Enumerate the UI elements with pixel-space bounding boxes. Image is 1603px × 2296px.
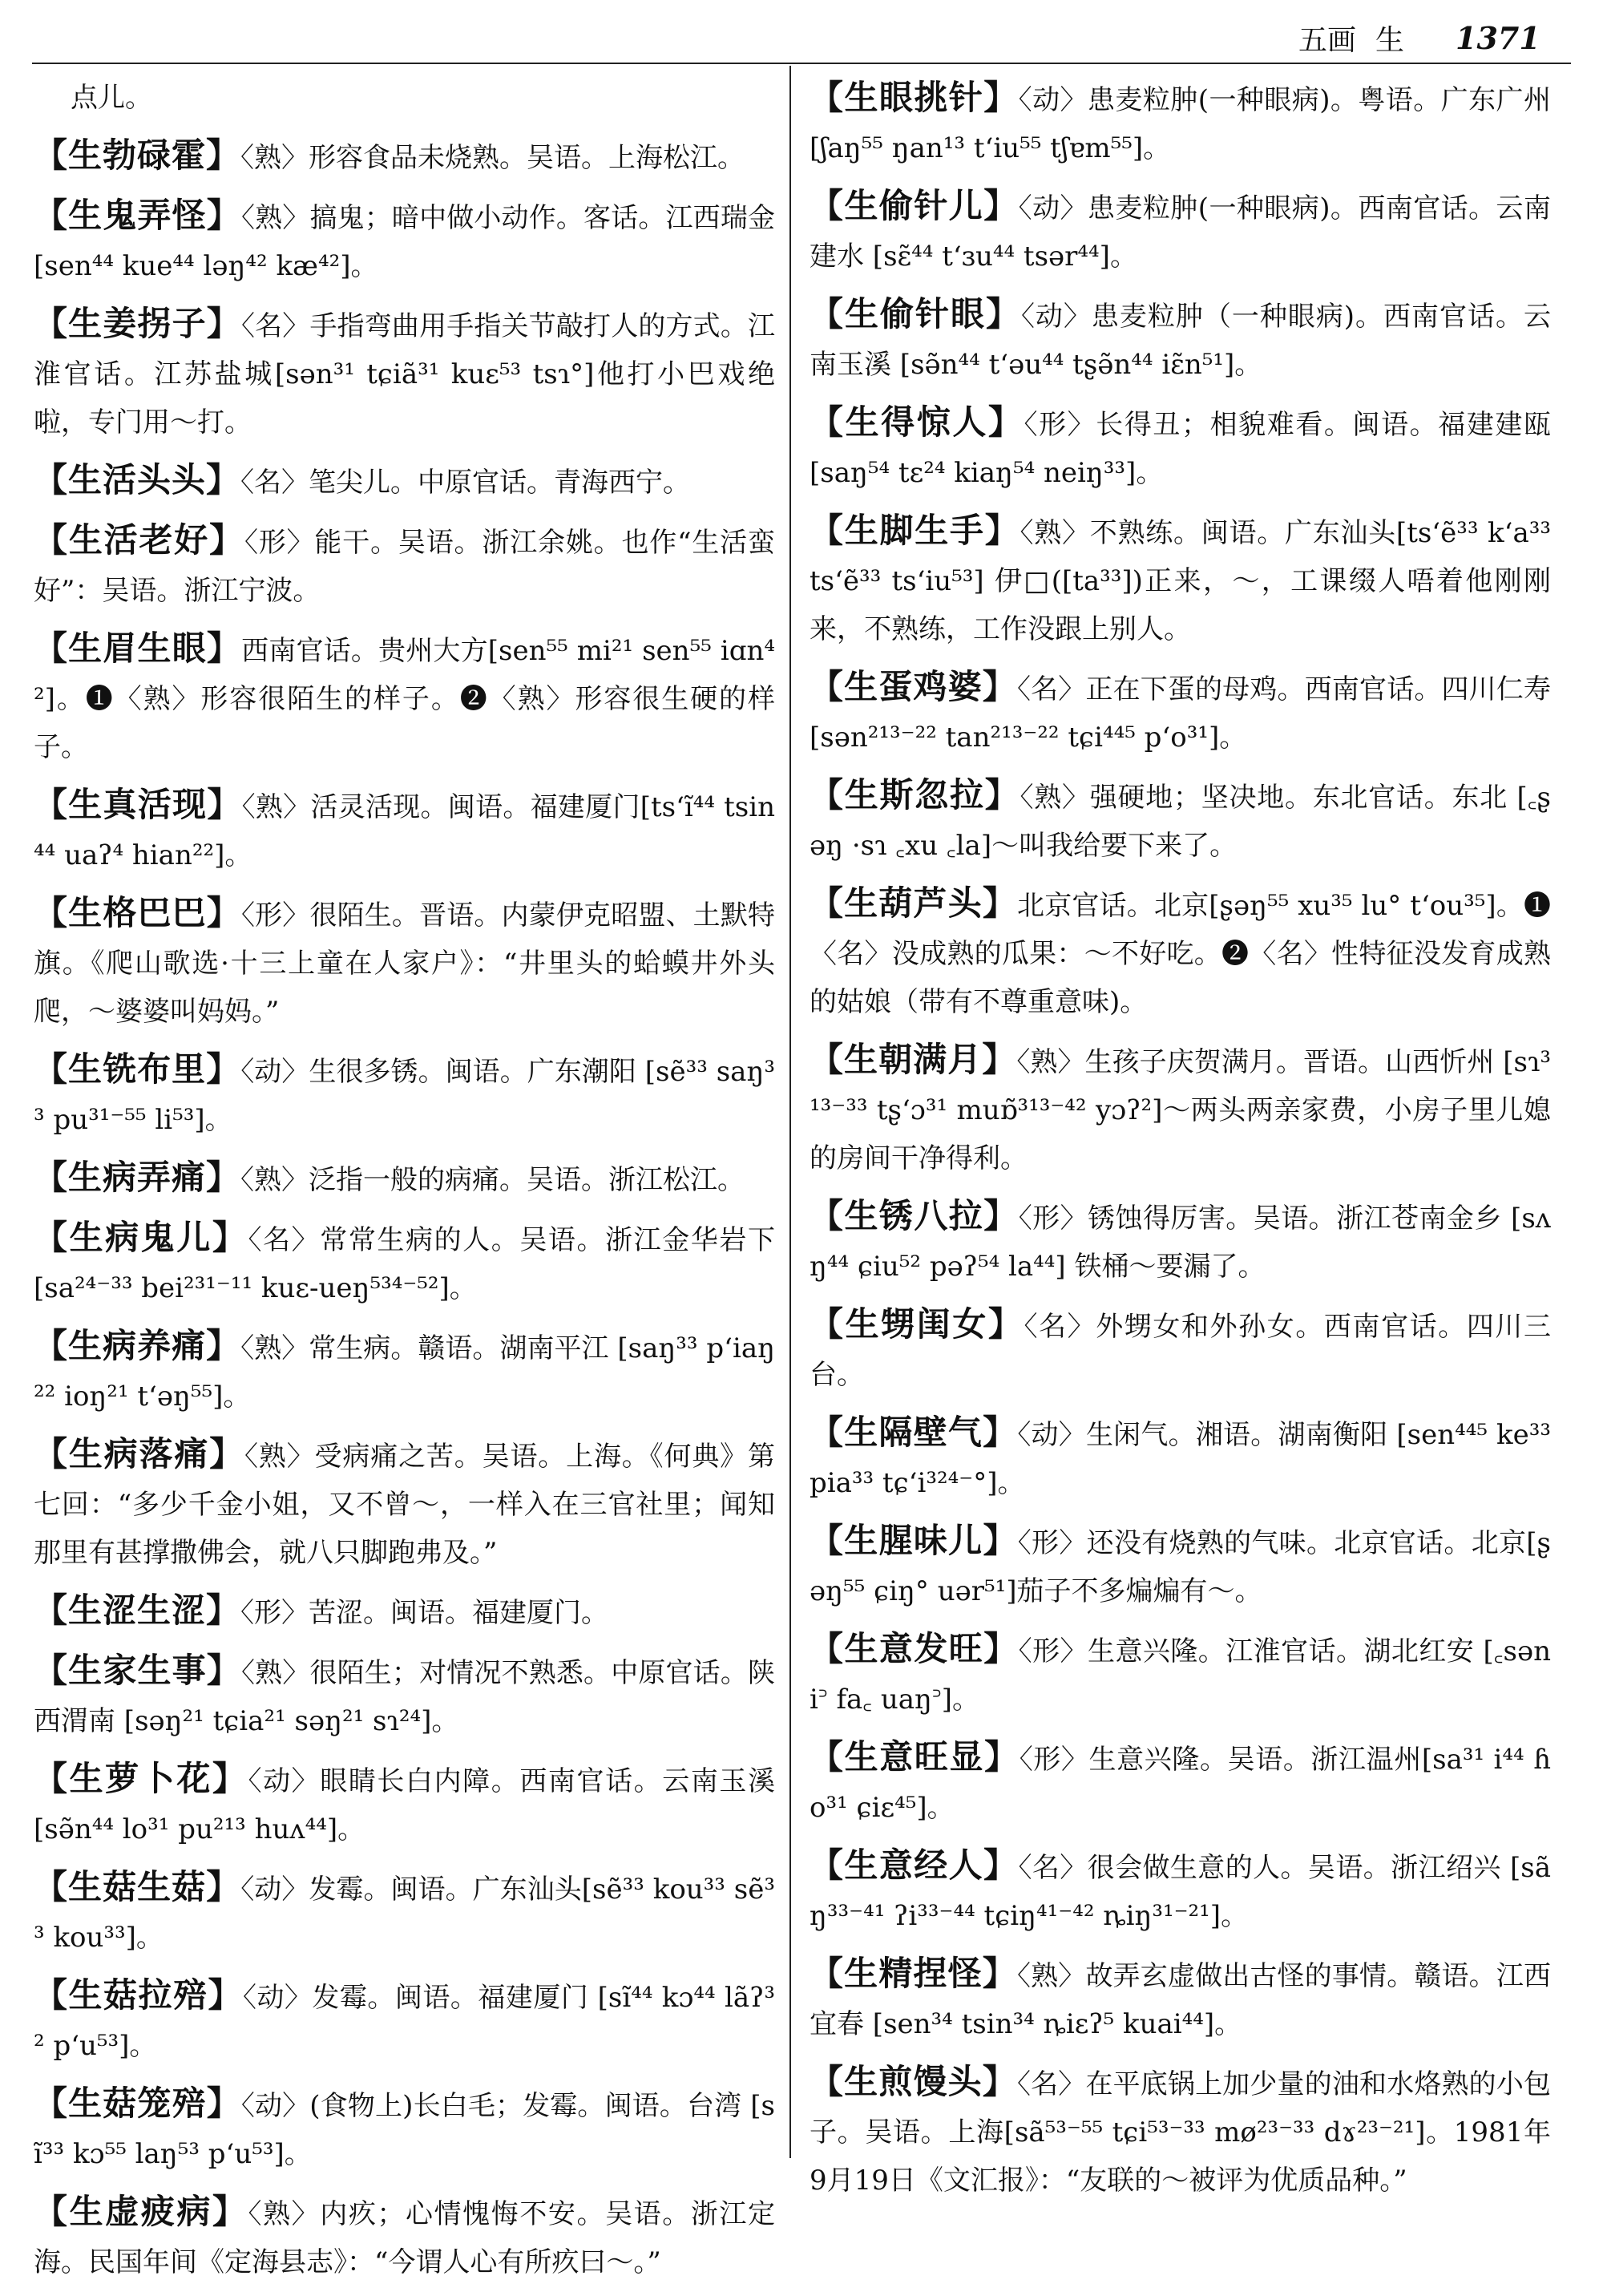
entry-headword: 【生家生事】: [34, 1651, 241, 1690]
entry-headword: 【生病养痛】: [34, 1326, 241, 1365]
dictionary-entry: [34, 1322, 775, 1421]
right-column: [810, 74, 1551, 2214]
dictionary-entry: [34, 1647, 775, 1745]
entry-headword: 【生意经人】: [810, 1845, 1019, 1885]
entry-definition: 〈形〉锈蚀得厉害。吴语。浙江苍南金乡 [sʌŋ⁴⁴ ɕiu⁵² pəʔ⁵⁴ la⁴⁴] 铁桶～要漏了。: [810, 1203, 1551, 1283]
entry-headword: 【生病落痛】: [34, 1434, 245, 1473]
entry-headword: 【生腥味儿】: [810, 1521, 1018, 1560]
dictionary-entry: [34, 781, 775, 879]
dictionary-entry: [34, 1971, 775, 2070]
dictionary-entry: [34, 2188, 775, 2286]
dictionary-entry: [810, 2058, 1551, 2205]
entry-headword: 【生葫芦头】: [810, 883, 1018, 923]
entry-headword: 【生得惊人】: [810, 402, 1024, 442]
dictionary-entry: [34, 2080, 775, 2178]
dictionary-entry: [810, 879, 1551, 1026]
entry-definition: 〈动〉生很多锈。闽语。广东潮阳 [sẽ³³ saŋ³³ pu³¹⁻⁵⁵ li⁵³]。: [34, 1056, 775, 1136]
entry-definition: 〈形〉生意兴隆。吴语。浙江温州[sa³¹ i⁴⁴ ɦo³¹ ɕiɛ⁴⁵]。: [810, 1744, 1551, 1824]
dictionary-entry: [34, 456, 775, 507]
entry-headword: 【生萝卜花】: [34, 1759, 248, 1798]
entry-definition: 〈名〉在平底锅上加少量的油和水烙熟的小包子。吴语。上海[sã⁵³⁻⁵⁵ tɕi⁵³⁻³³ mø²³⁻³³ dɤ²³⁻²¹]。1981年9月19日《文汇报》：“友联的～被评为优质品种。”: [810, 2068, 1551, 2197]
header-char: 生: [1375, 23, 1405, 57]
entry-definition: 〈动〉患麦粒肿（一种眼病)。西南官话。云南玉溪 [sə̃n⁴⁴ tʻəu⁴⁴ tʂə̃n⁴⁴ iɛ̃n⁵¹]。: [810, 301, 1551, 381]
entry-headword: 【生偷针眼】: [810, 294, 1021, 333]
entry-definition: 〈熟〉形容食品未烧熟。吴语。上海松江。: [240, 142, 745, 174]
entry-headword: 【生偷针儿】: [810, 186, 1019, 225]
dictionary-entry: [34, 1045, 775, 1144]
entry-headword: 【生虚疲病】: [34, 2192, 248, 2231]
top-rule: [32, 63, 1571, 64]
entry-headword: 【生隔壁气】: [810, 1413, 1018, 1452]
entry-definition: 〈名〉外甥女和外孙女。西南官话。四川三台。: [810, 1311, 1551, 1391]
dictionary-entry: [810, 1409, 1551, 1507]
entry-headword: 【生锈八拉】: [810, 1196, 1019, 1235]
entry-definition: 〈名〉正在下蛋的母鸡。西南官话。四川仁寿 [sən²¹³⁻²² tan²¹³⁻²² tɕi⁴⁴⁵ pʻo³¹]。: [810, 673, 1551, 754]
entry-definition: 北京官话。北京[ʂəŋ⁵⁵ xu³⁵ lu° tʻou³⁵]。❶〈名〉没成熟的瓜果：～不好吃。❷〈名〉性特征没发育成熟的姑娘（带有不尊重意味)。: [810, 890, 1551, 1018]
entry-definition: 〈动〉眼睛长白内障。西南官话。云南玉溪 [sə̃n⁴⁴ lo³¹ pu²¹³ huʌ⁴⁴]。: [34, 1765, 775, 1845]
entry-definition: 〈动〉发霉。闽语。福建厦门 [sĩ⁴⁴ kɔ⁴⁴ lãʔ³² pʻu⁵³]。: [34, 1982, 775, 2062]
entry-definition: 〈动〉生闲气。湘语。湖南衡阳 [sen⁴⁴⁵ ke³³ pia³³ tɕʻi³²⁴⁻°]。: [810, 1419, 1551, 1499]
dictionary-entry: [34, 1755, 775, 1853]
entry-definition: 〈名〉手指弯曲用手指关节敲打人的方式。江淮官话。江苏盐城[sən³¹ tɕiã³¹ kuɛ⁵³ tsɿ°]他打小巴戏绝啦，专门用～打。: [34, 310, 775, 439]
page-header: [1298, 18, 1571, 58]
entry-definition: 西南官话。贵州大方[sen⁵⁵ mi²¹ sen⁵⁵ iɑn⁴²]。❶〈熟〉形容很陌生的样子。❷〈熟〉形容很生硬的样子。: [34, 635, 775, 763]
entry-headword: 【生意旺显】: [810, 1737, 1020, 1777]
page-number: 1371: [1456, 19, 1540, 56]
dictionary-entry: [810, 1300, 1551, 1399]
entry-definition: 〈形〉能干。吴语。浙江余姚。也作“生活蛮好”：吴语。浙江宁波。: [34, 527, 775, 607]
entry-definition: 〈形〉生意兴隆。江淮官话。湖北红安 [꜀sən i꜄ fa꜀ uaŋ꜄]。: [810, 1635, 1551, 1716]
entry-definition: 〈熟〉故弄玄虚做出古怪的事情。赣语。江西宜春 [sen³⁴ tsin³⁴ ȵiɛʔ⁵ kuai⁴⁴]。: [810, 1960, 1551, 2040]
entry-headword: 【生病弄痛】: [34, 1158, 241, 1197]
entry-definition: 〈熟〉很陌生；对情况不熟悉。中原官话。陕西渭南 [səŋ²¹ tɕia²¹ səŋ²¹ sɿ²⁴]。: [34, 1657, 775, 1737]
dictionary-entry: [810, 1192, 1551, 1291]
dictionary-entry: [34, 516, 775, 615]
entry-definition: 〈动〉(食物上)长白毛；发霉。闽语。台湾 [sĩ³³ kɔ⁵⁵ laŋ⁵³ pʻu⁵³]。: [34, 2090, 775, 2170]
entry-definition: 〈熟〉常生病。赣语。湖南平江 [saŋ³³ pʻiaŋ²² ioŋ²¹ tʻəŋ⁵⁵]。: [34, 1332, 775, 1413]
entry-headword: 【生甥闺女】: [810, 1304, 1024, 1344]
entry-headword: 【生病鬼儿】: [34, 1218, 248, 1257]
entry-definition: 点儿。: [71, 82, 152, 114]
entry-headword: 【生勃碌霍】: [34, 135, 241, 175]
entry-definition: 〈动〉发霉。闽语。广东汕头[sẽ³³ kou³³ sẽ³³ kou³³]。: [34, 1874, 775, 1954]
entry-definition: 〈熟〉活灵活现。闽语。福建厦门[tsʻĩ⁴⁴ tsin⁴⁴ uaʔ⁴ hian²²]。: [34, 791, 775, 871]
dictionary-entry: [810, 290, 1551, 389]
dictionary-entry: [810, 1950, 1551, 2048]
entry-definition: 〈形〉长得丑；相貌难看。闽语。福建建瓯 [saŋ⁵⁴ tɛ²⁴ kiaŋ⁵⁴ neiŋ³³]。: [810, 409, 1551, 489]
entry-definition: 〈名〉很会做生意的人。吴语。浙江绍兴 [sãŋ³³⁻⁴¹ ʔi³³⁻⁴⁴ tɕiŋ⁴¹⁻⁴² ȵiŋ³¹⁻²¹]。: [810, 1852, 1551, 1932]
dictionary-entry: [34, 1430, 775, 1577]
entry-headword: 【生朝满月】: [810, 1040, 1017, 1079]
entry-headword: 【生姜拐子】: [34, 304, 241, 343]
entry-headword: 【生蛋鸡婆】: [810, 667, 1017, 706]
entry-headword: 【生涩生涩】: [34, 1591, 241, 1630]
dictionary-entry: [34, 300, 775, 447]
entry-headword: 【生眉生眼】: [34, 629, 242, 668]
dictionary-entry: [34, 1587, 775, 1637]
entry-definition: 〈动〉患麦粒肿(一种眼病)。西南官话。云南建水 [sɛ̃⁴⁴ tʻɜu⁴⁴ tsər⁴⁴]。: [810, 192, 1551, 273]
entry-headword: 【生格巴巴】: [34, 893, 241, 932]
left-column: [34, 74, 775, 2296]
entry-definition: 〈熟〉不熟练。闽语。广东汕头[tsʻẽ³³ kʻa³³ tsʻẽ³³ tsʻiu⁵³] 伊□([ta³³])正来，～，工课缀人唔着他刚刚来，不熟练，工作没跟上别人。: [810, 517, 1551, 645]
dictionary-entry: [810, 507, 1551, 653]
entry-definition: 〈熟〉泛指一般的病痛。吴语。浙江松江。: [240, 1164, 745, 1196]
entry-definition: 〈熟〉受病痛之苦。吴语。上海。《何典》第七回：“多少千金小姐，又不曾～，一样入在三官社里；闻知那里有甚撑撒佛会，就八只脚跑弗及。”: [34, 1441, 775, 1569]
entry-headword: 【生斯忽拉】: [810, 775, 1020, 815]
dictionary-entry: [810, 398, 1551, 497]
dictionary-entry: [34, 192, 775, 290]
dictionary-entry: [810, 771, 1551, 870]
entry-definition: 〈动〉患麦粒肿(一种眼病)。粤语。广东广州 [ʃaŋ⁵⁵ ŋan¹³ tʻiu⁵⁵ tʃɐm⁵⁵]。: [810, 84, 1551, 164]
entry-definition: 〈形〉还没有烧熟的气味。北京官话。北京[ʂəŋ⁵⁵ ɕiŋ° uər⁵¹]茄子不多煸煸有～。: [810, 1527, 1551, 1607]
entry-definition: 〈熟〉搞鬼；暗中做小动作。客话。江西瑞金 [sen⁴⁴ kue⁴⁴ ləŋ⁴² kæ⁴²]。: [34, 202, 775, 282]
entry-headword: 【生脚生手】: [810, 511, 1020, 550]
dictionary-entry: [34, 625, 775, 771]
dictionary-entry: [810, 74, 1551, 172]
entry-headword: 【生煎馒头】: [810, 2062, 1017, 2101]
dictionary-entry: [810, 182, 1551, 281]
dictionary-entry: [34, 131, 775, 182]
entry-headword: 【生真活现】: [34, 785, 242, 824]
dictionary-entry: [34, 74, 775, 122]
dictionary-entry: [810, 1841, 1551, 1940]
dictionary-entry: [34, 1863, 775, 1962]
entry-headword: 【生活头头】: [34, 460, 241, 499]
entry-headword: 【生菇拉殕】: [34, 1975, 243, 2015]
entry-headword: 【生活老好】: [34, 520, 244, 560]
entry-headword: 【生眼挑针】: [810, 78, 1019, 117]
entry-headword: 【生意发旺】: [810, 1629, 1019, 1668]
dictionary-entry: [810, 1625, 1551, 1724]
entry-headword: 【生铣布里】: [34, 1049, 241, 1089]
entry-headword: 【生鬼弄怪】: [34, 196, 241, 235]
entry-definition: 〈熟〉生孩子庆贺满月。晋语。山西忻州 [sɿ³¹³⁻³³ tʂʻɔ³¹ muɒ̃³¹³⁻⁴² yɔʔ²]～两头两亲家费，小房子里儿媳的房间干净得利。: [810, 1046, 1551, 1174]
column-divider: [789, 66, 791, 2158]
dictionary-entry: [810, 663, 1551, 762]
dictionary-entry: [34, 889, 775, 1036]
entry-definition: 〈熟〉内疚；心情愧悔不安。吴语。浙江定海。民国年间《定海县志》：“今谓人心有所疚曰～。”: [34, 2198, 775, 2278]
dictionary-entry: [810, 1733, 1551, 1832]
entry-headword: 【生菇生菇】: [34, 1867, 241, 1906]
entry-headword: 【生精捏怪】: [810, 1954, 1017, 1993]
dictionary-entry: [810, 1036, 1551, 1182]
entry-headword: 【生菇笼殕】: [34, 2084, 241, 2123]
dictionary-entry: [810, 1517, 1551, 1615]
entry-definition: 〈形〉很陌生。晋语。内蒙伊克昭盟、土默特旗。《爬山歌选·十三上童在人家户》：“井里头的蛤蟆井外头爬，～婆婆叫妈妈。”: [34, 899, 775, 1028]
entry-definition: 〈形〉苦涩。闽语。福建厦门。: [240, 1597, 609, 1629]
entry-definition: 〈熟〉强硬地；坚决地。东北官话。东北 [꜀ʂəŋ ·sɿ ꜀xu ꜀la]～叫我给要下来了。: [810, 782, 1551, 862]
entry-definition: 〈名〉常常生病的人。吴语。浙江金华岩下 [sa²⁴⁻³³ bei²³¹⁻¹¹ kuɛ-ueŋ⁵³⁴⁻⁵²]。: [34, 1224, 775, 1304]
dictionary-entry: [34, 1214, 775, 1312]
header-section: 五画: [1298, 23, 1357, 57]
entry-definition: 〈名〉笔尖儿。中原官话。青海西宁。: [240, 467, 691, 499]
dictionary-entry: [34, 1154, 775, 1204]
